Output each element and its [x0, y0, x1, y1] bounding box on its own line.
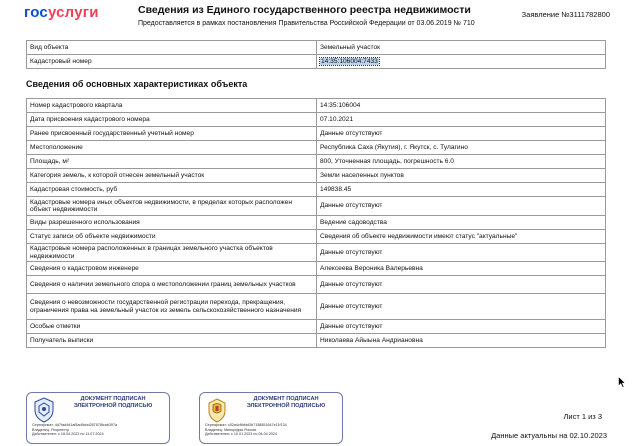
- row-value: Данные отсутствуют: [317, 294, 606, 320]
- row-label: Сведения о наличии земельного спора о местоположении границ земельных участков: [27, 276, 317, 294]
- row-value: Данные отсутствуют: [317, 244, 606, 262]
- row-value: 14:35:106004: [317, 99, 606, 113]
- table-row: [27, 262, 606, 276]
- row-label: Статус записи об объекте недвижимости: [27, 230, 317, 244]
- section-title: Сведения об основных характеристиках объекта: [26, 79, 248, 89]
- row-value: 07.10.2021: [317, 113, 606, 127]
- gosuslugi-logo[interactable]: [24, 4, 99, 21]
- table-row: [27, 155, 606, 169]
- table-row: [27, 169, 606, 183]
- row-label: Получатель выписки: [27, 334, 317, 348]
- document-subtitle: Предоставляется в рамках постановления Правительства Российской Федерации от 03.06.2019 № 710: [138, 20, 475, 27]
- signature-title: ДОКУМЕНТ ПОДПИСАН ЭЛЕКТРОННОЙ ПОДПИСЬЮ: [73, 396, 153, 409]
- logo-part-gos: гос: [24, 4, 48, 21]
- table-row: [27, 230, 606, 244]
- signature-stamp-rosreestr: [26, 392, 170, 444]
- row-value: Данные отсутствуют: [317, 197, 606, 216]
- table-row: [27, 276, 606, 294]
- data-actual-date: Данные актуальны на 02.10.2023: [491, 431, 607, 440]
- mouse-cursor-icon: [618, 376, 626, 388]
- table-row: [27, 183, 606, 197]
- signature-certificate: Сертификат: c52a4cf6ddd3b7158851647e11f134: [205, 423, 287, 427]
- coat-of-arms-icon: [205, 397, 229, 423]
- row-label: Номер кадастрового квартала: [27, 99, 317, 113]
- signature-stamp-mintsifry: [199, 392, 343, 444]
- signature-details: [32, 423, 117, 437]
- row-label: Площадь, м²: [27, 155, 317, 169]
- table-row: [27, 197, 606, 216]
- row-label: Виды разрешенного использования: [27, 216, 317, 230]
- object-table: [26, 40, 606, 69]
- table-row: [27, 141, 606, 155]
- row-value: Данные отсутствуют: [317, 276, 606, 294]
- row-value: Земли населенных пунктов: [317, 169, 606, 183]
- table-row: [27, 320, 606, 334]
- table-row: [27, 41, 606, 55]
- application-number: Заявление №3111782800: [521, 10, 610, 19]
- row-label: Сведения о невозможности государственной регистрации перехода, прекращения, ограничения права на земельный участок из земель сельскохозяйственного назначения: [27, 294, 317, 320]
- row-value: Данные отсутствуют: [317, 320, 606, 334]
- cadastral-number-cell: [317, 55, 606, 69]
- characteristics-table: [26, 98, 606, 348]
- signature-validity: Действителен: с 10.01.2023 по 04.04.2024: [205, 432, 277, 437]
- row-label: Особые отметки: [27, 320, 317, 334]
- signature-details: [205, 423, 287, 437]
- row-label: Дата присвоения кадастрового номера: [27, 113, 317, 127]
- row-value: Республика Саха (Якутия), г. Якутск, с. Тулагино: [317, 141, 606, 155]
- rosreestr-emblem-icon: [32, 397, 56, 423]
- signature-certificate: Сертификат: 4d7fad4d1af5ad9cbd287878fcab397a: [32, 423, 118, 427]
- table-row: [27, 55, 606, 69]
- row-value: Николаева Айыына Андриановна: [317, 334, 606, 348]
- signature-owner: Владелец: Минцифры России: [205, 427, 257, 432]
- table-row: [27, 244, 606, 262]
- table-row: [27, 334, 606, 348]
- row-label: Кадастровая стоимость, руб: [27, 183, 317, 197]
- table-row: [27, 99, 606, 113]
- signature-title: ДОКУМЕНТ ПОДПИСАН ЭЛЕКТРОННОЙ ПОДПИСЬЮ: [246, 396, 326, 409]
- row-label: Категория земель, к которой отнесен земельный участок: [27, 169, 317, 183]
- table-row: [27, 216, 606, 230]
- object-type-value: Земельный участок: [317, 41, 606, 55]
- logo-part-uslugi: услуги: [47, 4, 99, 21]
- row-value: Сведения об объекте недвижимости имеют статус "актуальные": [317, 230, 606, 244]
- table-row: [27, 127, 606, 141]
- row-label: Сведения о кадастровом инженере: [27, 262, 317, 276]
- row-label: Местоположение: [27, 141, 317, 155]
- signature-validity: Действителен: с 18.04.2023 по 11.07.2024: [32, 432, 104, 437]
- signature-owner: Владелец: Росреестр: [32, 427, 70, 432]
- row-value: 149838.45: [317, 183, 606, 197]
- row-label: Кадастровые номера расположенных в границах земельного участка объектов недвижимости: [27, 244, 317, 262]
- page-number: Лист 1 из 3: [563, 412, 602, 421]
- row-value: Ведение садоводства: [317, 216, 606, 230]
- object-type-label: Вид объекта: [27, 41, 317, 55]
- document-title: Сведения из Единого государственного реестра недвижимости: [138, 4, 471, 16]
- cadastral-number-value[interactable]: 14:35:106004:7433: [321, 57, 378, 65]
- row-label: Ранее присвоенный государственный учетный номер: [27, 127, 317, 141]
- row-value: Данные отсутствуют: [317, 127, 606, 141]
- row-label: Кадастровые номера иных объектов недвижимости, в пределах которых расположен объект недвижимости: [27, 197, 317, 216]
- table-row: [27, 113, 606, 127]
- row-value: 800, Уточненная площадь, погрешность 6.0: [317, 155, 606, 169]
- table-row: [27, 294, 606, 320]
- cadastral-number-label: Кадастровый номер: [27, 55, 317, 69]
- row-value: Алексеева Вероника Валерьевна: [317, 262, 606, 276]
